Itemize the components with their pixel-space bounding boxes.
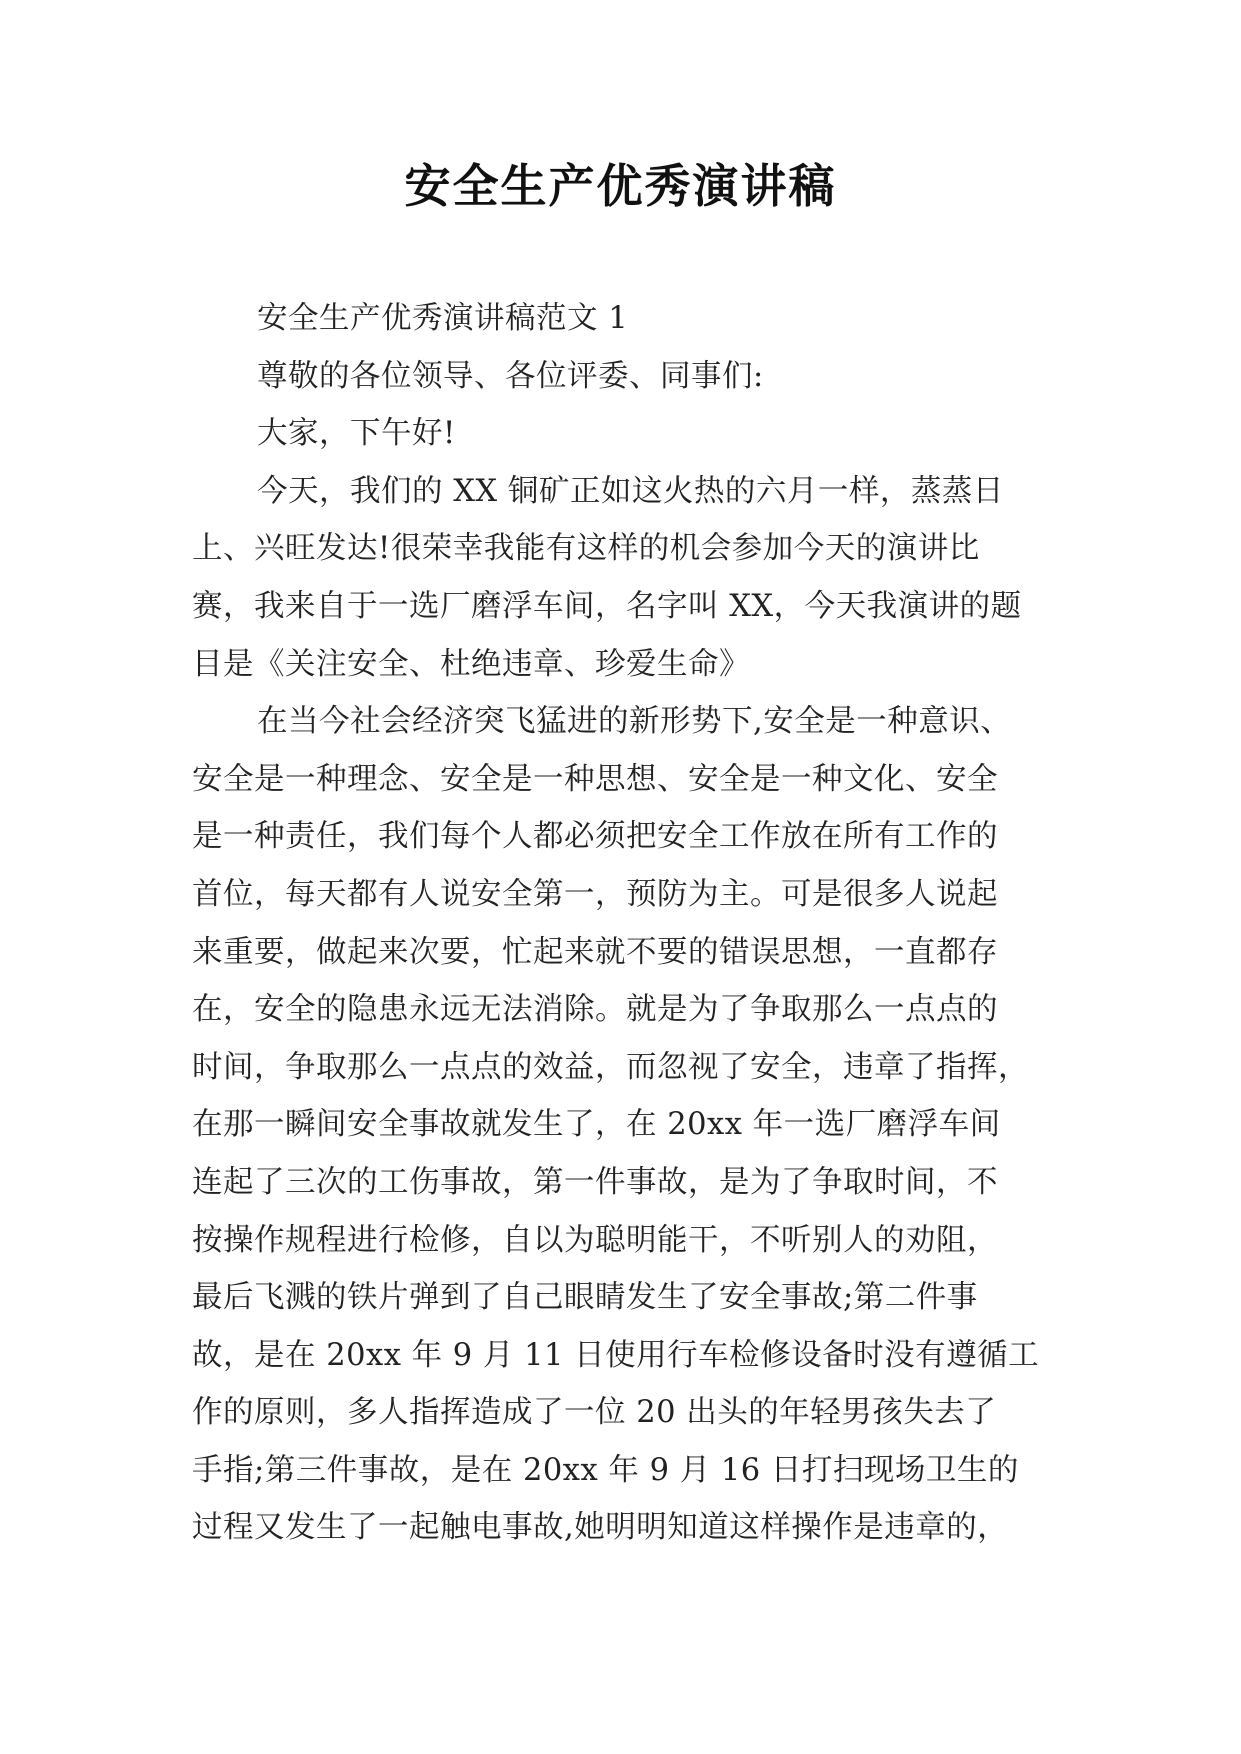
text-line: 连起了三次的工伤事故，第一件事故，是为了争取时间，不 — [192, 1164, 998, 1200]
text-line: 安全生产优秀演讲稿范文 1 — [257, 301, 629, 336]
text-line: 在那一瞬间安全事故就发生了，在 20xx 年一选厂磨浮车间 — [192, 1107, 1001, 1143]
text-line: 在当今社会经济突飞猛进的新形势下,安全是一种意识、 — [257, 704, 1012, 740]
text-line: 在，安全的隐患永远无法消除。就是为了争取那么一点点的 — [192, 992, 998, 1028]
text-line: 最后飞溅的铁片弹到了自己眼睛发生了安全事故;第二件事 — [192, 1280, 978, 1316]
text-line: 首位，每天都有人说安全第一，预防为主。可是很多人说起 — [192, 876, 998, 912]
text-line: 今天，我们的 XX 铜矿正如这火热的六月一样，蒸蒸日 — [257, 473, 1004, 509]
text-line: 安全是一种理念、安全是一种思想、安全是一种文化、安全 — [192, 761, 998, 797]
text-line: 手指;第三件事故，是在 20xx 年 9 月 16 日打扫现场卫生的 — [192, 1452, 1019, 1488]
text-line: 作的原则，多人指挥造成了一位 20 出头的年轻男孩失去了 — [192, 1395, 997, 1431]
text-line: 故，是在 20xx 年 9 月 11 日使用行车检修设备时没有遵循工 — [192, 1337, 1040, 1373]
document-body — [192, 290, 1064, 1557]
text-line: 尊敬的各位领导、各位评委、同事们: — [257, 358, 764, 394]
document-title: 安全生产优秀演讲稿 — [404, 159, 837, 213]
text-line: 是一种责任，我们每个人都必须把安全工作放在所有工作的 — [192, 819, 998, 855]
text-line: 上、兴旺发达!很荣幸我能有这样的机会参加今天的演讲比 — [192, 531, 980, 567]
text-line: 赛，我来自于一选厂磨浮车间，名字叫 XX，今天我演讲的题 — [192, 588, 1022, 624]
text-line: 目是《关注安全、杜绝违章、珍爱生命》 — [192, 646, 750, 682]
text-line: 时间，争取那么一点点的效益，而忽视了安全，违章了指挥， — [192, 1049, 1029, 1085]
text-line: 按操作规程进行检修，自以为聪明能干，不听别人的劝阻， — [192, 1222, 998, 1258]
text-line: 过程又发生了一起触电事故,她明明知道这样操作是违章的， — [192, 1510, 1009, 1546]
text-line: 来重要，做起来次要，忙起来就不要的错误思想，一直都存 — [192, 934, 998, 970]
text-line: 大家，下午好! — [257, 416, 456, 452]
